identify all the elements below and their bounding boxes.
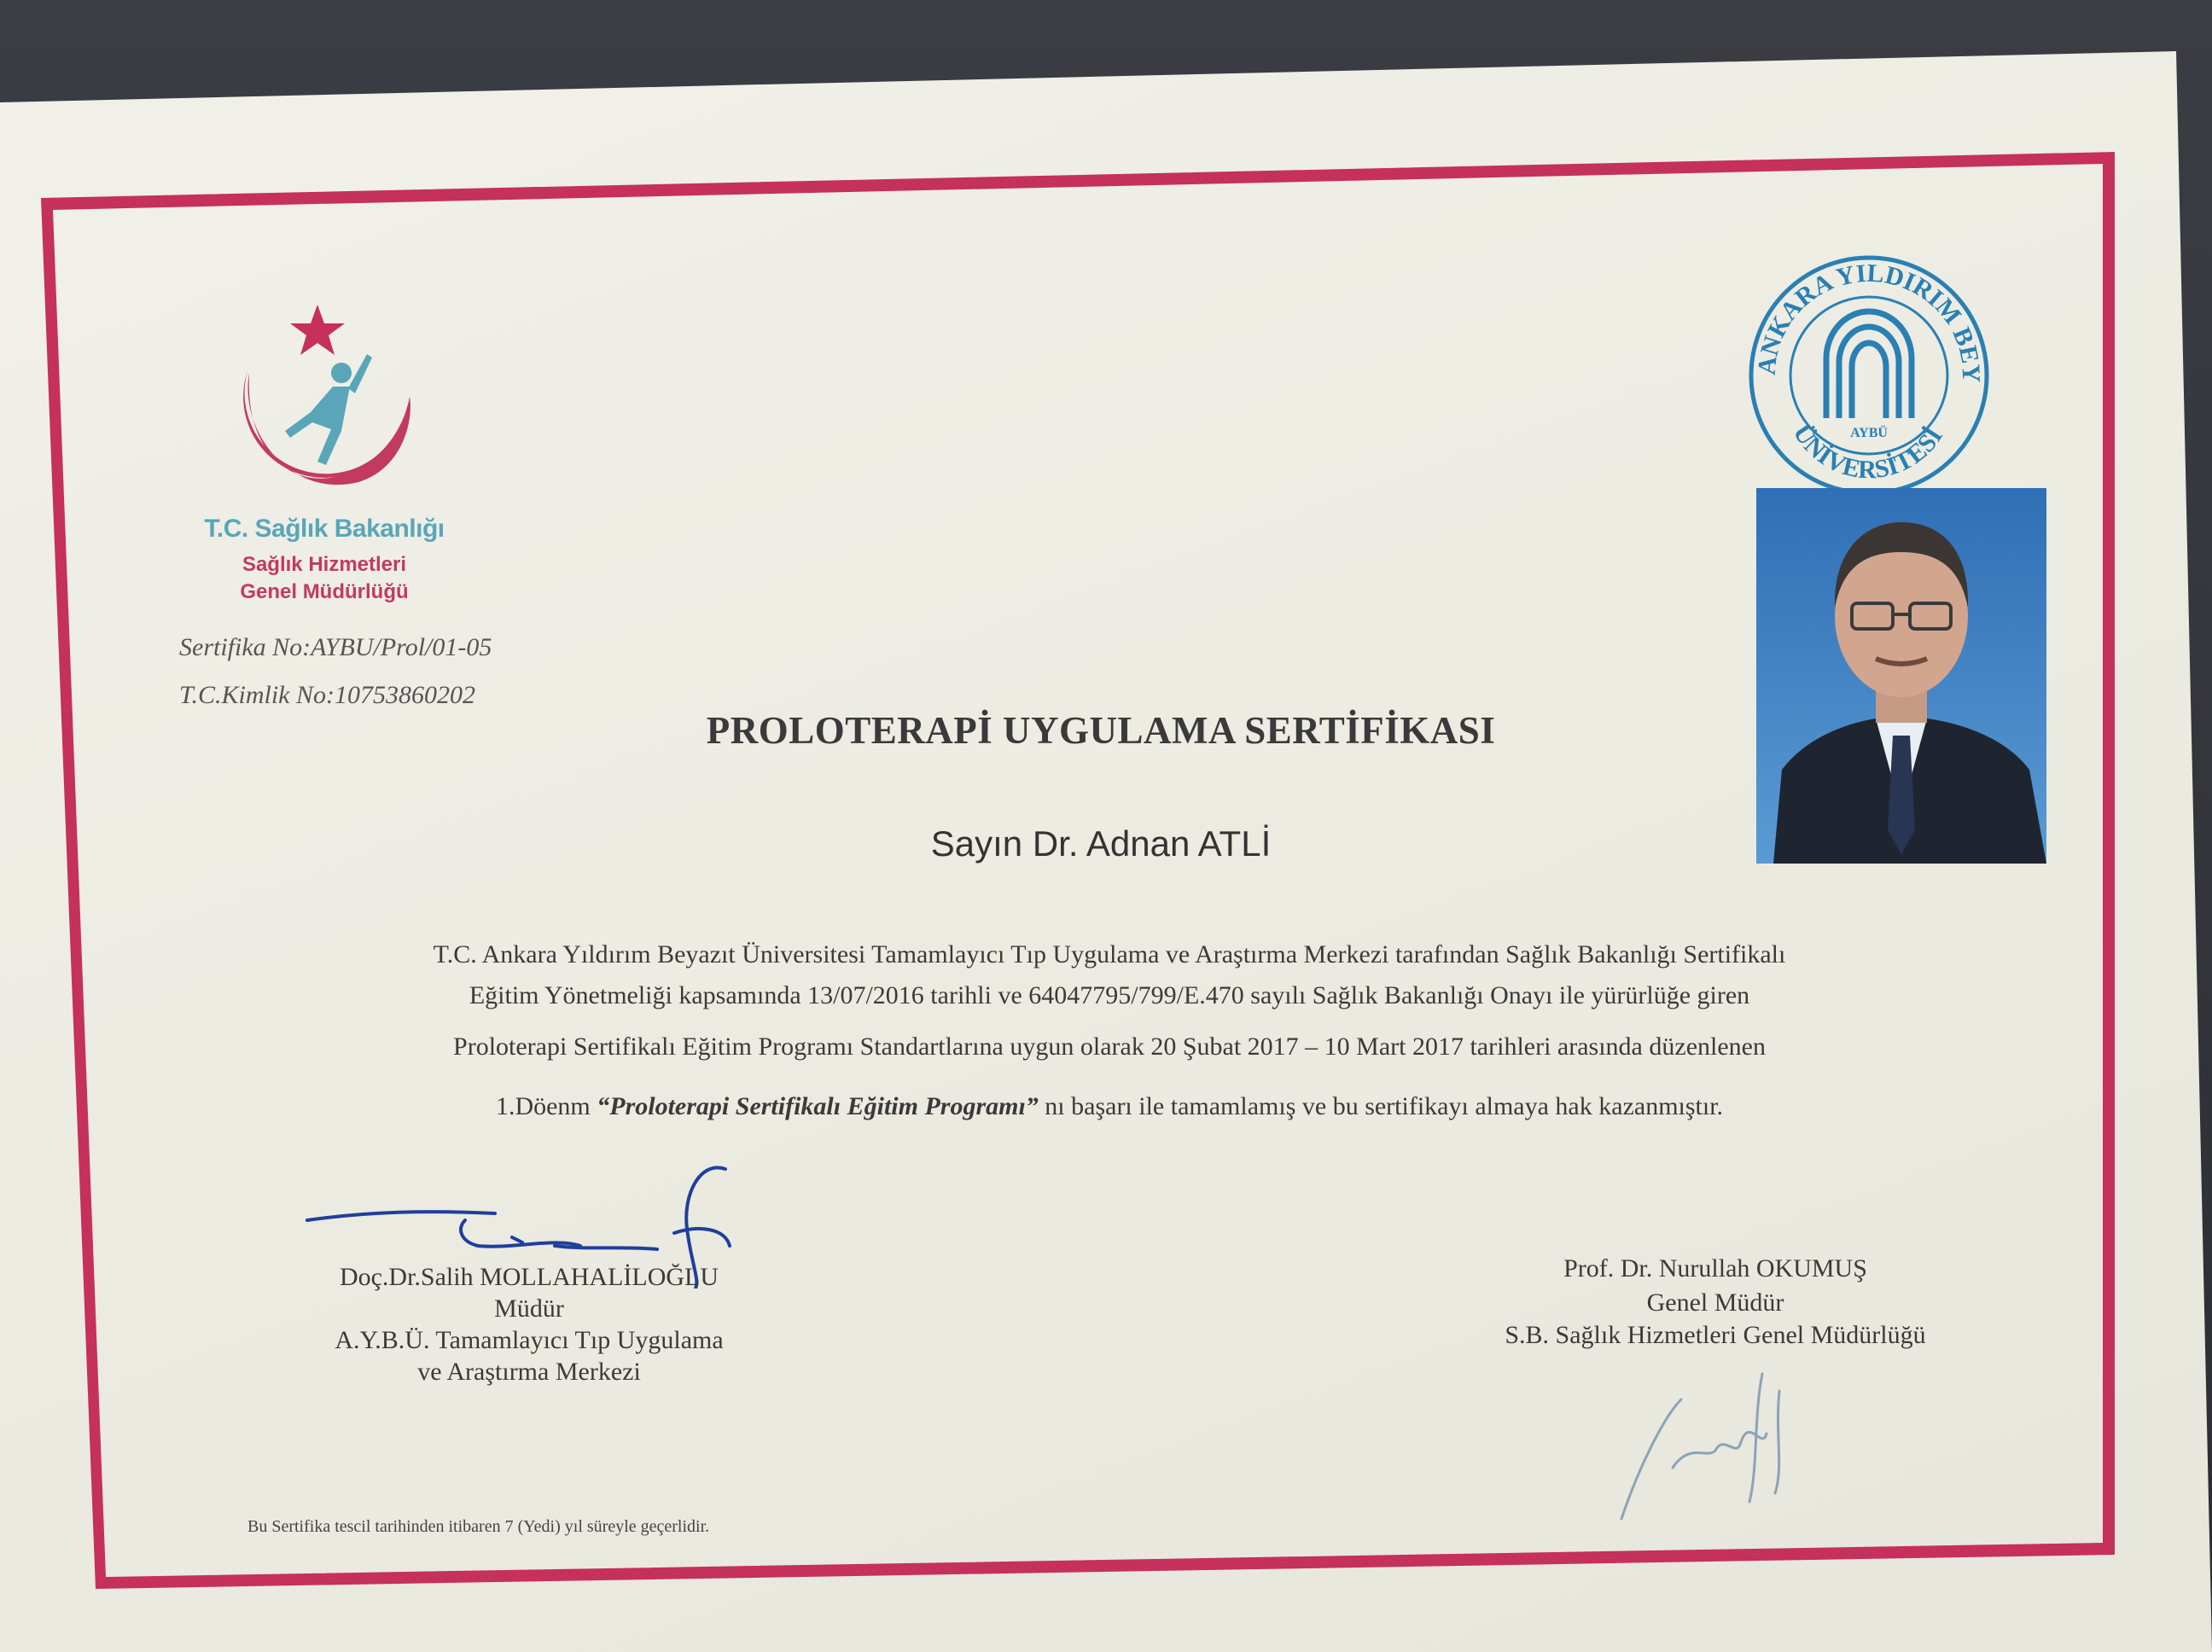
left-signatory-org-1: A.Y.B.Ü. Tamamlayıcı Tıp Uygulama xyxy=(335,1326,724,1354)
ministry-logo-icon xyxy=(230,294,418,516)
figure-head-icon xyxy=(331,363,352,383)
right-signatory-org: S.B. Sağlık Hizmetleri Genel Müdürlüğü xyxy=(1505,1321,1926,1349)
body-line-4-prefix: 1.Döenm xyxy=(495,1092,591,1120)
body-line-4-suffix: nı başarı ile tamamlamış ve bu sertifikayı almaya hak kazanmıştır. xyxy=(1045,1092,1724,1120)
program-name: “Proloterapi Sertifikalı Eğitim Programı” xyxy=(597,1092,1039,1120)
right-signature-drawing xyxy=(1613,1365,1809,1527)
arch-icon xyxy=(1826,311,1912,418)
id-number: T.C.Kimlik No:10753860202 xyxy=(179,681,475,709)
body-line-1: T.C. Ankara Yıldırım Beyazıt Üniversitesi Tamamlayıcı Tıp Uygulama ve Araştırma Merkezi tarafından Sağlık Bakanlığı Sertifikalı xyxy=(433,940,1786,969)
ministry-name: T.C. Sağlık Bakanlığı xyxy=(204,515,445,543)
right-signatory-name: Prof. Dr. Nurullah OKUMUŞ xyxy=(1563,1254,1867,1283)
certificate-number: Sertifika No:AYBU/Prol/01-05 xyxy=(179,633,492,661)
recipient-name: Sayın Dr. Adnan ATLİ xyxy=(930,823,1272,864)
svg-text:ÜNİVERSİTESİ: ÜNİVERSİTESİ xyxy=(1787,419,1949,485)
left-signatory-org-2: ve Araştırma Merkezi xyxy=(417,1358,641,1386)
left-signatory-role: Müdür xyxy=(494,1294,564,1323)
body-line-4 xyxy=(239,1092,1980,1121)
ministry-dept-line1: Sağlık Hizmetleri xyxy=(242,553,407,576)
ministry-dept-line2: Genel Müdürlüğü xyxy=(240,580,409,603)
svg-text:AYBÜ: AYBÜ xyxy=(1850,426,1888,440)
certificate-title: PROLOTERAPİ UYGULAMA SERTİFİKASI xyxy=(706,709,1496,752)
svg-text:ANKARA YILDIRIM BEYAZIT: ANKARA YILDIRIM BEY xyxy=(1752,259,1986,381)
right-signatory-role: Genel Müdür xyxy=(1646,1288,1784,1317)
body-line-2: Eğitim Yönetmeliği kapsamında 13/07/2016 tarihli ve 64047795/799/E.470 sayılı Sağlık Bakanlığı Onayı ile yürürlüğe giren xyxy=(469,981,1750,1009)
body-line-3: Proloterapi Sertifikalı Eğitim Programı Standartlarına uygun olarak 20 Şubat 2017 – 10 Mart 2017 tarihleri arasında düzenlenen xyxy=(453,1032,1766,1061)
figure-body-icon xyxy=(285,387,350,465)
star-icon xyxy=(290,305,345,355)
university-seal-icon xyxy=(1741,247,1997,503)
recipient-photo xyxy=(1756,488,2046,864)
left-signatory-name: Doç.Dr.Salih MOLLAHALİLOĞLU xyxy=(339,1263,719,1291)
validity-note: Bu Sertifika tescil tarihinden itibaren 7 (Yedi) yıl süreyle geçerlidir. xyxy=(247,1517,710,1536)
